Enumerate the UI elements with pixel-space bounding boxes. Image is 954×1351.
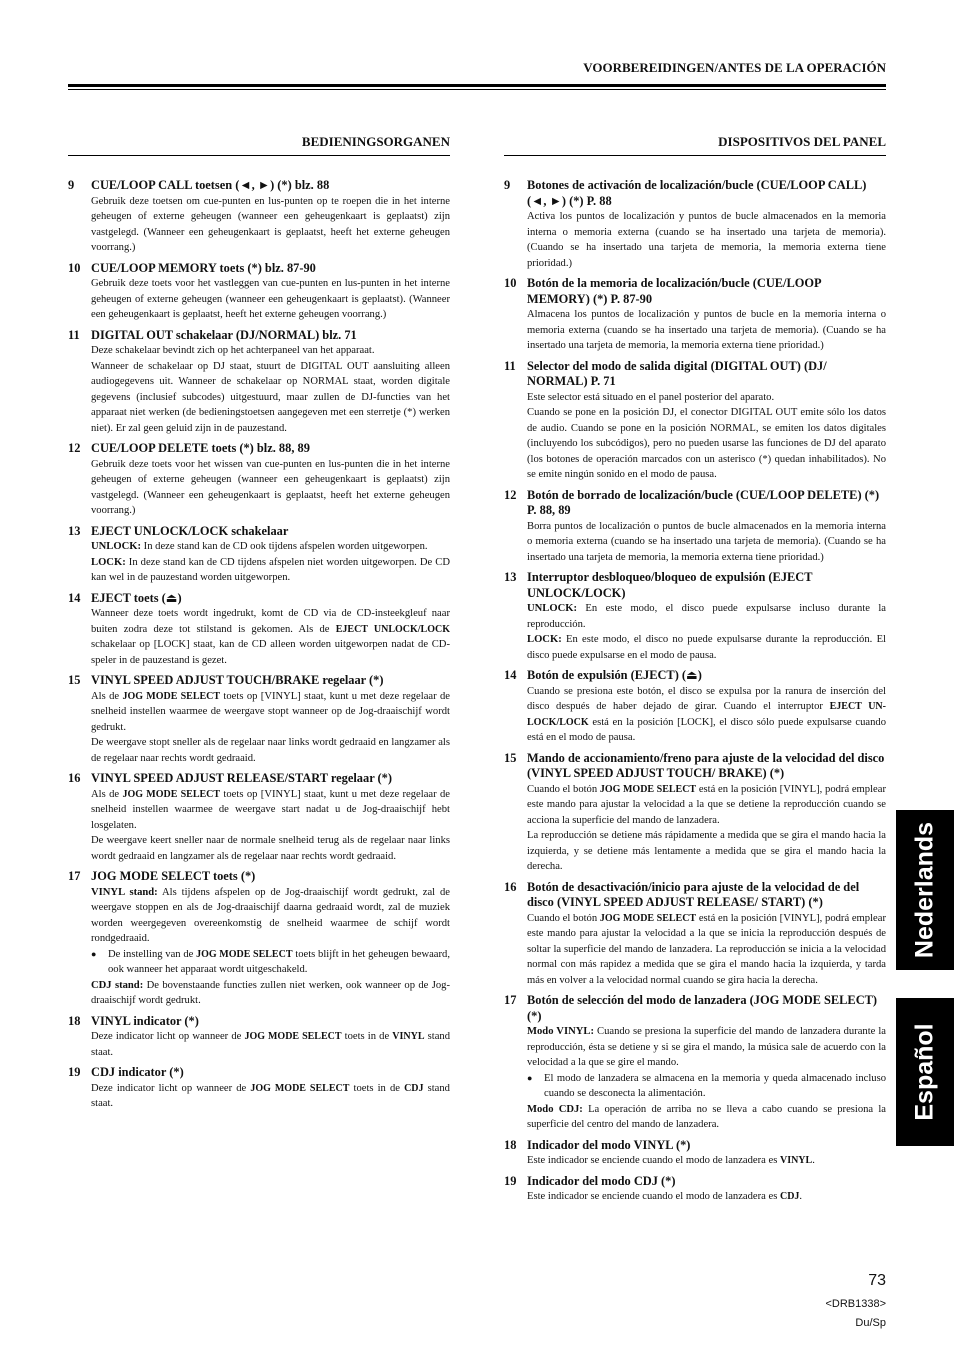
section-heading-dutch: BEDIENINGSORGANEN (68, 134, 450, 156)
list-item: 18 Indicador del modo VINYL (*) Este indicador se enciende cuando el modo de lanzadera es VINYL. (504, 1137, 815, 1166)
list-item: 10 CUE/LOOP MEMORY toets (*) blz. 87-90 Gebruik deze toets voor het vastleggen van cue-punten en lus-punten in het interne geheugen of externe geheugen (wanneer een geheugenkaart is geplaatst). (Wanneer een geheugenkaart is geplaatst, heeft het externe geheugen voorrang.) (68, 260, 450, 320)
spanish-column (504, 134, 886, 1210)
page-number: 73 (868, 1272, 886, 1289)
bullet-icon: ● (91, 948, 97, 959)
language-tab-nederlands: Nederlands (896, 810, 954, 970)
list-item: 10 Botón de la memoria de localización/bucle (CUE/LOOP MEMORY) (*) P. 87-90 Almacena los puntos de localización y puntos de bucle en la memoria interna o memoria externa (cuando se ha insertado una tarjeta de memoria). (Cuando se ha insertado una tarjeta de memoria, la memoria externa tiene prioridad.) (504, 276, 886, 351)
page-header (68, 58, 886, 98)
list-item: 16 VINYL SPEED ADJUST RELEASE/START regelaar (*) Als de JOG MODE SELECT toets op [VINYL] staat, kunt u met deze regelaar de snelheid instellen waarmee de weergave start nadat u de Jog-draaischijf hebt losgelaten. De weergave keert sneller naar de normale snelheid terug als de regelaar naar links wordt gedraaid en langzamer als de regelaar naar rechts wordt gedraaid. (68, 771, 450, 862)
dutch-column (68, 134, 450, 1117)
list-item: 19 Indicador del modo CDJ (*) Este indicador se enciende cuando el modo de lanzadera es CDJ. (504, 1173, 803, 1202)
list-item: 9 Botones de activación de localización/bucle (CUE/LOOP CALL) (◄, ►) (*) P. 88 Activa los puntos de localización y puntos de bucle almacenados en la memoria interna o memoria externa (cuando se ha insertado una tarjeta de memoria). (Cuando se ha insertado una tarjeta de memoria, la memoria externa tiene prioridad.) (504, 178, 886, 269)
list-item: 18 VINYL indicator (*) Deze indicator licht op wanneer de JOG MODE SELECT toets in de VINYL stand staat. (68, 1013, 450, 1058)
list-item: 12 CUE/LOOP DELETE toets (*) blz. 88, 89 Gebruik deze toets voor het wissen van cue-punten en lus-punten die in het interne geheugen of externe geheugen (wanneer een geheugenkaart is geplaatst) zijn vastgelegd. (Wanneer een geheugenkaart is geplaatst, heeft het externe geheugen voorrang.) (68, 441, 450, 516)
bullet-icon: ● (527, 1072, 533, 1083)
list-item: 13 EJECT UNLOCK/LOCK schakelaar UNLOCK: In deze stand kan de CD ook tijdens afspelen worden uitgeworpen. LOCK: In deze stand kan de CD tijdens afspelen niet worden uitgeworpen. De CD kan wel in de pauzestand worden uitgeworpen. (68, 523, 450, 583)
list-item: 14 Botón de expulsión (EJECT) (⏏) Cuando se presiona este botón, el disco se expulsa por la ranura de inserción del disco después de haber dejado de girar. Cuando el interruptor EJECT UN-LOCK/LOCK está en la posición [LOCK], el disco sólo puede expulsarse cuando está en el modo de pausa. (504, 668, 886, 743)
list-item: 19 CDJ indicator (*) Deze indicator licht op wanneer de JOG MODE SELECT toets in de CDJ stand staat. (68, 1065, 450, 1109)
list-item: 11 DIGITAL OUT schakelaar (DJ/NORMAL) blz. 71 Deze schakelaar bevindt zich op het achterpaneel van het apparaat. Wanneer de schakelaar op DJ staat, stuurt de DIGITAL OUT aansluiting alleen audiogegevens uit. Wanneer de schakelaar op NORMAL staat, worden digitale gegevens (inclusief subcodes) uitgestuurd, maar zullen de DJ-functies van het apparaat niet werken (de bedieningstoetsen aangegeven met een sterretje (*) werken niet). Er zal geen geluid zijn in de pauzestand. (68, 327, 450, 434)
bullet-note: ● De instelling van de JOG MODE SELECT toets blijft in het geheugen bewaard, ook wanneer het apparaat wordt uitgeschakeld. (91, 947, 450, 978)
header-rule-thick (68, 84, 886, 87)
list-item: 11 Selector del modo de salida digital (DIGITAL OUT) (DJ/ NORMAL) P. 71 Este selector está situado en el panel posterior del aparato. Cuando se pone en la posición DJ, el conector DIGITAL OUT emite sólo los datos de audio. Cuando se pone en la posición NORMAL, se emiten los datos digitales (incluyendo los subcódigos), pero no pueden usarse las funciones de DJ del aparato (los botones de operación marcados con un asterisco (*) quedan inhabilitados). No se emite ningún sonido en el modo de pausa. (504, 358, 886, 480)
list-item: 15 VINYL SPEED ADJUST TOUCH/BRAKE regelaar (*) Als de JOG MODE SELECT toets op [VINYL] staat, kunt u met deze regelaar de snelheid instellen waarmee de weergave stopt wanneer op de Jog-draaischijf wordt gedrukt. De weergave stopt sneller als de regelaar naar links wordt gedraaid en langzamer als de regelaar naar rechts wordt gedraaid. (68, 673, 450, 764)
section-heading-spanish: DISPOSITIVOS DEL PANEL (504, 134, 886, 156)
list-item: 16 Botón de desactivación/inicio para ajuste de la velocidad de del disco (VINYL SPEED ADJUST RELEASE/ START) (*) Cuando el botón JOG MODE SELECT está en la posición [VINYL], podrá emplear este mando para ajustar la velocidad a la que se inicia la reproducción después de soltar la superficie del mando de lanzadera. La reproducción se inicia a la velocidad normal con más rapidez a medida que se gira el mando hacia la izquierda, y tarda más en volver a la velocidad normal cuando se gira hacia la derecha. (504, 879, 886, 986)
list-item: 17 Botón de selección del modo de lanzadera (JOG MODE SELECT) (*) Modo VINYL: Cuando se presiona la superficie del mando de lanzadera durante la reproducción, ésta se detiene y si se gira el mando, la música sale de acuerdo con la velocidad a la que se gire el mando. ● El modo de lanzadera se almacena en la memoria y queda almacenado incluso cuando se desconecta la alimentación. Modo CDJ: La operación de arriba no se lleva a cabo cuando se presiona la superficie del centro del mando de lanzadera. (504, 993, 886, 1130)
document-code: <DRB1338> (825, 1298, 886, 1310)
list-item: 17 JOG MODE SELECT toets (*) VINYL stand: Als tijdens afspelen op de Jog-draaischijf wordt gedrukt, zal de weergave stoppen en als de Jog-draaischijf daarna gedraaid wordt, zal de muziek worden weergegeven overeenkomstig de snelheid waarmee de schijf wordt rondgedraaid. ● De instelling van de JOG MODE SELECT toets blijft in het geheugen bewaard, ook wanneer het apparaat wordt uitgeschakeld. CDJ stand: De bovenstaande functies zullen niet werken, ook wanneer op de Jog-draaischijf wordt gedrukt. (68, 869, 450, 1006)
list-item: 15 Mando de accionamiento/freno para ajuste de la velocidad del disco (VINYL SPEED ADJUST TOUCH/ BRAKE) (*) Cuando el botón JOG MODE SELECT está en la posición [VINYL], podrá emplear este mando para ajustar la velocidad a la que se detiene la reproducción cuando se acciona la superficie del mando de lanzadera. La reproducción se detiene más rápidamente a medida que se gira el mando hacia la izquierda, y se detiene más lentamente a medida que se gira el mando hacia la derecha. (504, 750, 886, 872)
header-rule-thin (68, 89, 886, 90)
list-item: 12 Botón de borrado de localización/bucle (CUE/LOOP DELETE) (*) P. 88, 89 Borra puntos de localización o puntos de bucle almacenados en la memoria interna o memoria externa (cuando se ha insertado una tarjeta de memoria). (Cuando se ha insertado una tarjeta de memoria, la memoria externa tiene prioridad.) (504, 487, 886, 563)
header-title: VOORBEREIDINGEN/ANTES DE LA OPERACIÓN (583, 60, 886, 75)
list-item: 14 EJECT toets (⏏) Wanneer deze toets wordt ingedrukt, komt de CD via de CD-insteekgleuf naar buiten zodra deze tot stilstand is gekomen. Als de EJECT UNLOCK/LOCK schakelaar op [LOCK] staat, kan de CD alleen worden uitgeworpen nadat de CD-speler in de pauzestand is gezet. (68, 590, 450, 666)
list-item: 13 Interruptor desbloqueo/bloqueo de expulsión (EJECT UNLOCK/LOCK) UNLOCK: En este modo, el disco puede expulsarse incluso durante la reproducción. LOCK: En este modo, el disco no puede expulsarse durante la reproducción. El disco puede expulsarse en el modo de pausa. (504, 570, 886, 661)
language-tab-espanol: Español (896, 998, 954, 1146)
language-code: Du/Sp (855, 1317, 886, 1329)
list-item: 9 CUE/LOOP CALL toetsen (◄, ►) (*) blz. 88 Gebruik deze toetsen om cue-punten en lus-punten op te roepen die in het interne geheugen of externe geheugen (wanneer een geheugenkaart is geplaatst) zijn vastgelegd. (Wanneer een geheugenkaart is geplaatst, heeft het externe geheugen voorrang.) (68, 178, 450, 253)
bullet-note: ● El modo de lanzadera se almacena en la memoria y queda almacenado incluso cuando se desconecta la alimentación. (527, 1071, 886, 1102)
